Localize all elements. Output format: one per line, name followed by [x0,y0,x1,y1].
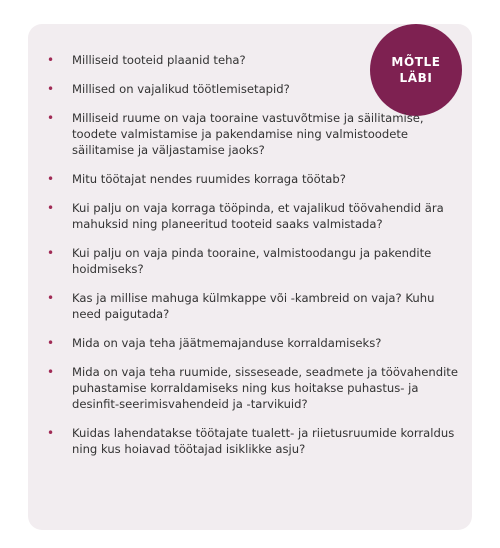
list-item [28,171,472,187]
question-text: Mida on vaja teha ruumide, sisseseade, seadmete ja töövahendite puhastamise korraldamiseks ning kus hoitakse puhastus- ja desinfit-seerimisvahendeid ja -tarvikuid? [72,365,458,411]
question-text: Kui palju on vaja korraga tööpinda, et vajalikud töövahendid ära mahuksid ning planeeritud tooteid saaks valmistada? [72,201,444,231]
question-text: Kas ja millise mahuga külmkappe või -kambreid on vaja? Kuhu need paigutada? [72,291,435,321]
bullet-icon: • [47,365,55,379]
bullet-icon: • [47,246,55,260]
bullet-icon: • [47,172,55,186]
question-text: Millised on vajalikud töötlemisetapid? [72,82,290,96]
bullet-icon: • [47,426,55,440]
bullet-icon: • [47,201,55,215]
question-text: Milliseid ruume on vaja tooraine vastuvõtmise ja säilitamise, toodete valmistamise ja pakendamise ning valmistoodete säilitamise ja väljastamise jaoks? [72,111,424,157]
info-card [28,24,472,530]
list-item [28,425,472,457]
badge-line-2: LÄBI [399,71,433,85]
bullet-icon: • [47,336,55,350]
bullet-icon: • [47,291,55,305]
badge-line-1: MÕTLE [391,55,441,69]
list-item [28,110,472,158]
list-item [28,81,472,97]
question-list [28,52,472,470]
list-item [28,52,472,68]
question-text: Kui palju on vaja pinda tooraine, valmistoodangu ja pakendite hoidmiseks? [72,246,432,276]
list-item [28,290,472,322]
bullet-icon: • [47,82,55,96]
question-text: Milliseid tooteid plaanid teha? [72,53,246,67]
bullet-icon: • [47,111,55,125]
bullet-icon: • [47,53,55,67]
list-item [28,335,472,351]
question-text: Mitu töötajat nendes ruumides korraga töötab? [72,172,346,186]
list-item [28,200,472,232]
list-item [28,245,472,277]
list-item [28,364,472,412]
question-text: Mida on vaja teha jäätmemajanduse korraldamiseks? [72,336,382,350]
question-text: Kuidas lahendatakse töötajate tualett- ja riietusruumide korraldus ning kus hoiavad töötajad isiklikke asju? [72,426,455,456]
